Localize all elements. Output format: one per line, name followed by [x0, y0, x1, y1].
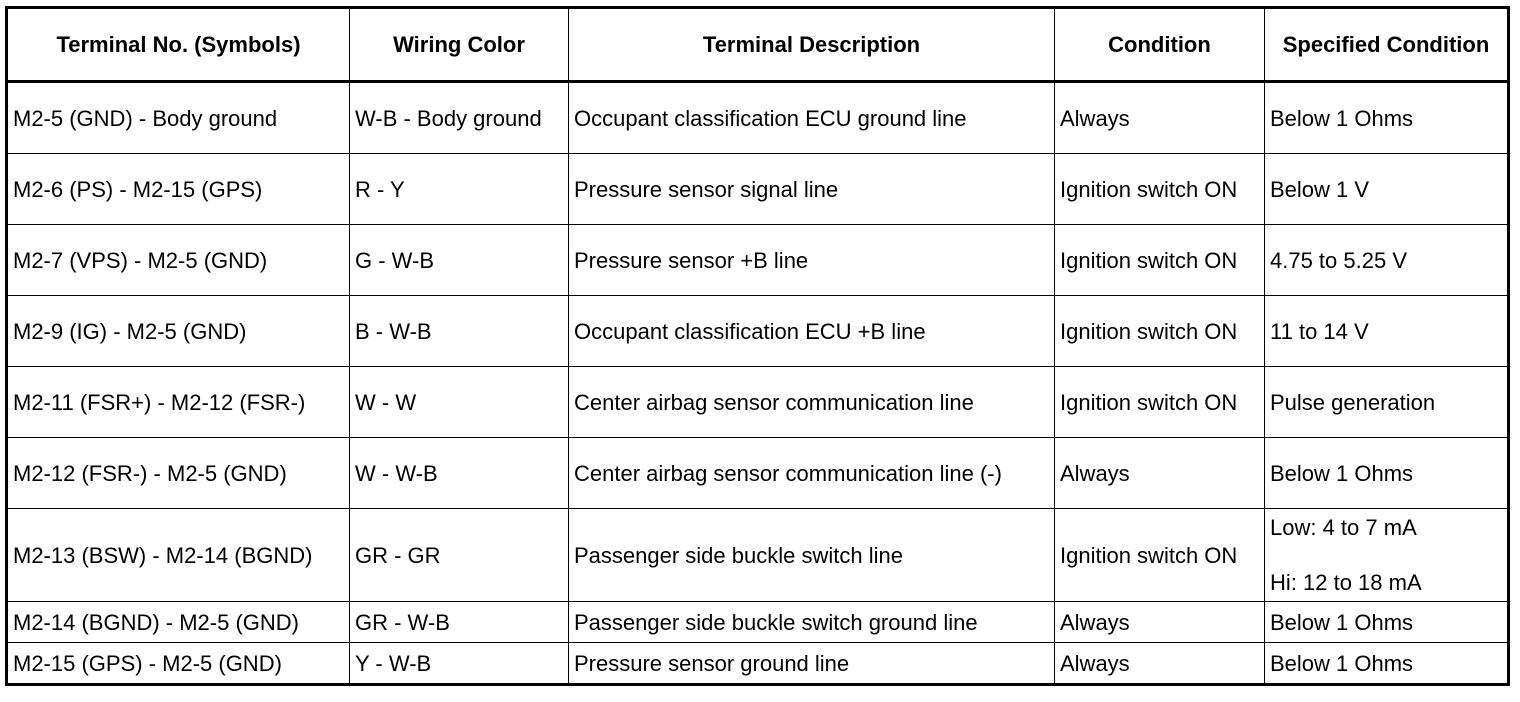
- terminal-cell: M2-14 (BGND) - M2-5 (GND): [7, 602, 350, 643]
- condition-cell: Always: [1055, 82, 1265, 154]
- condition-cell: Ignition switch ON: [1055, 367, 1265, 438]
- specified-value: Below 1 Ohms: [1270, 650, 1414, 676]
- table-row: [7, 82, 1509, 154]
- specified-value: Below 1 Ohms: [1270, 105, 1414, 131]
- header-terminal-description: Terminal Description: [569, 8, 1055, 82]
- table-row: [7, 602, 1509, 643]
- header-row: [7, 8, 1509, 82]
- table-row: [7, 438, 1509, 509]
- specified-value: Below 1 V: [1270, 176, 1370, 202]
- condition-cell: Ignition switch ON: [1055, 225, 1265, 296]
- specified-value: Low: 4 to 7 mA: [1270, 515, 1417, 540]
- description-cell: Center airbag sensor communication line: [569, 367, 1055, 438]
- specified-value: 11 to 14 V: [1270, 318, 1369, 344]
- condition-cell: Always: [1055, 643, 1265, 685]
- table-header: [7, 8, 1509, 82]
- description-cell: Passenger side buckle switch line: [569, 509, 1055, 602]
- specified-condition-cell: [1265, 438, 1509, 509]
- terminal-cell: M2-5 (GND) - Body ground: [7, 82, 350, 154]
- specified-value: Hi: 12 to 18 mA: [1270, 570, 1422, 595]
- wiring-color-cell: W-B - Body ground: [350, 82, 569, 154]
- specified-condition-cell: [1265, 509, 1509, 602]
- condition-cell: Ignition switch ON: [1055, 154, 1265, 225]
- wiring-color-cell: B - W-B: [350, 296, 569, 367]
- table-row: [7, 643, 1509, 685]
- header-wiring-color: Wiring Color: [350, 8, 569, 82]
- wiring-color-cell: GR - GR: [350, 509, 569, 602]
- condition-cell: Ignition switch ON: [1055, 296, 1265, 367]
- specified-value: Below 1 Ohms: [1270, 460, 1414, 486]
- specified-condition-cell: [1265, 82, 1509, 154]
- description-cell: Occupant classification ECU ground line: [569, 82, 1055, 154]
- condition-cell: Ignition switch ON: [1055, 509, 1265, 602]
- table-row: [7, 154, 1509, 225]
- specified-condition-cell: [1265, 602, 1509, 643]
- terminal-cell: M2-15 (GPS) - M2-5 (GND): [7, 643, 350, 685]
- condition-cell: Always: [1055, 602, 1265, 643]
- terminal-cell: M2-13 (BSW) - M2-14 (BGND): [7, 509, 350, 602]
- wiring-color-cell: G - W-B: [350, 225, 569, 296]
- specified-value: 4.75 to 5.25 V: [1270, 247, 1407, 273]
- description-cell: Pressure sensor ground line: [569, 643, 1055, 685]
- header-condition: Condition: [1055, 8, 1265, 82]
- specified-condition-cell: [1265, 225, 1509, 296]
- specified-condition-cell: [1265, 643, 1509, 685]
- description-cell: Center airbag sensor communication line (-): [569, 438, 1055, 509]
- table-row: [7, 225, 1509, 296]
- table-row: [7, 367, 1509, 438]
- table-row: [7, 296, 1509, 367]
- table-body: [7, 82, 1509, 685]
- description-cell: Passenger side buckle switch ground line: [569, 602, 1055, 643]
- terminal-cell: M2-12 (FSR-) - M2-5 (GND): [7, 438, 350, 509]
- terminal-cell: M2-7 (VPS) - M2-5 (GND): [7, 225, 350, 296]
- condition-cell: Always: [1055, 438, 1265, 509]
- specified-condition-cell: [1265, 154, 1509, 225]
- wiring-color-cell: R - Y: [350, 154, 569, 225]
- header-specified-condition: Specified Condition: [1265, 8, 1509, 82]
- wiring-color-cell: GR - W-B: [350, 602, 569, 643]
- header-terminal: Terminal No. (Symbols): [7, 8, 350, 82]
- wiring-color-cell: W - W: [350, 367, 569, 438]
- specified-condition-cell: [1265, 296, 1509, 367]
- wiring-color-cell: W - W-B: [350, 438, 569, 509]
- description-cell: Pressure sensor signal line: [569, 154, 1055, 225]
- specified-value: Below 1 Ohms: [1270, 609, 1414, 635]
- terminal-spec-table: [5, 6, 1510, 686]
- description-cell: Occupant classification ECU +B line: [569, 296, 1055, 367]
- specified-condition-cell: [1265, 367, 1509, 438]
- wiring-color-cell: Y - W-B: [350, 643, 569, 685]
- terminal-cell: M2-6 (PS) - M2-15 (GPS): [7, 154, 350, 225]
- table-row: [7, 509, 1509, 602]
- terminal-cell: M2-11 (FSR+) - M2-12 (FSR-): [7, 367, 350, 438]
- terminal-cell: M2-9 (IG) - M2-5 (GND): [7, 296, 350, 367]
- description-cell: Pressure sensor +B line: [569, 225, 1055, 296]
- specified-value: Pulse generation: [1270, 389, 1436, 415]
